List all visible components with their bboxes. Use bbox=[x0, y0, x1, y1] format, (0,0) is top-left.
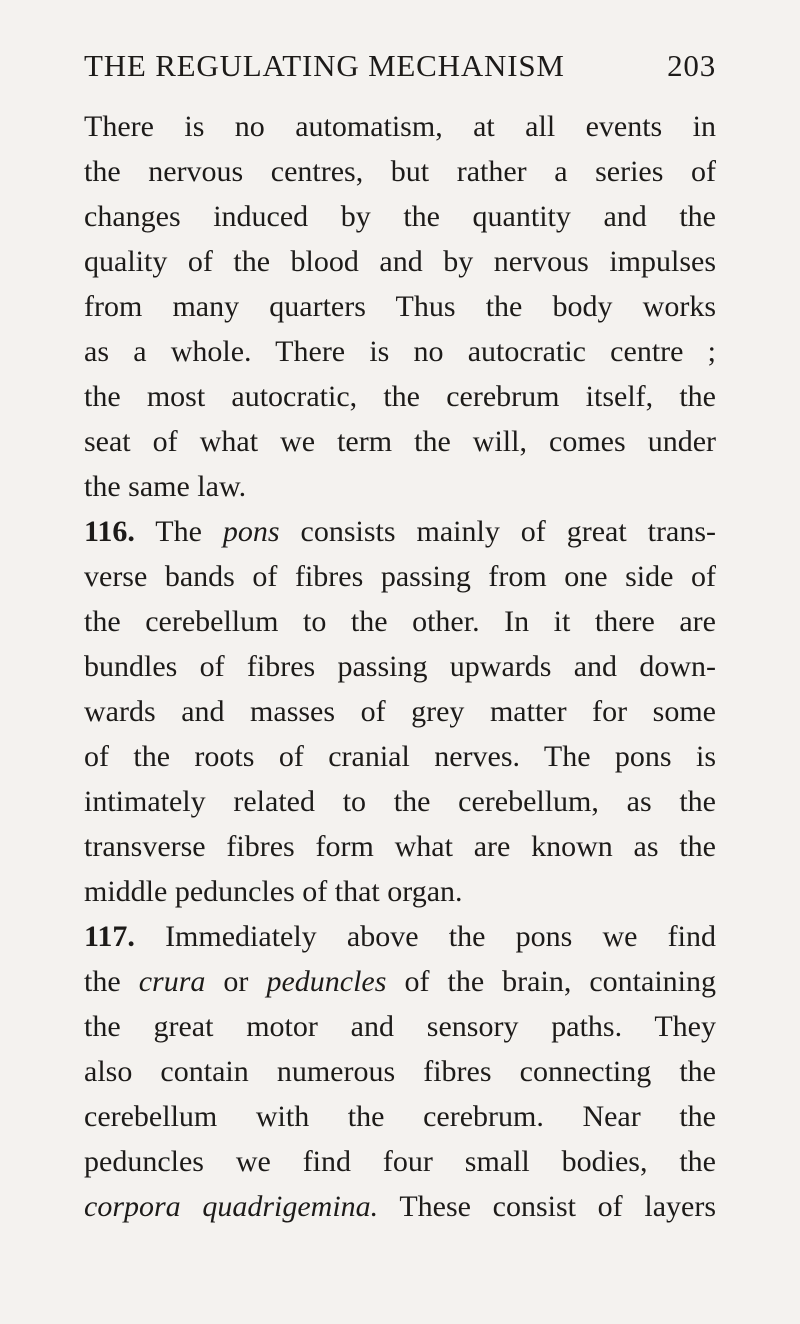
text-run: Immediately above the pons we find bbox=[134, 920, 716, 953]
text-line: seat of what we term the will, comes under bbox=[84, 425, 716, 458]
text-line: also contain numerous fibres connecting the bbox=[84, 1055, 716, 1088]
text-line: as a whole. There is no autocratic centre ; bbox=[84, 335, 716, 368]
text-run: The bbox=[134, 515, 223, 548]
body-text bbox=[84, 104, 716, 1229]
text-line: cerebellum with the cerebrum. Near the bbox=[84, 1100, 716, 1133]
paragraph-number: 117. bbox=[84, 920, 135, 953]
text-line: transverse fibres form what are known as the bbox=[84, 830, 716, 863]
paragraph-117-first-line bbox=[84, 914, 716, 959]
italic-term: pons bbox=[222, 515, 280, 548]
final-text-line bbox=[84, 1184, 716, 1229]
text-line: the nervous centres, but rather a series of bbox=[84, 155, 716, 188]
text-line: peduncles we find four small bodies, the bbox=[84, 1145, 716, 1178]
text-line: from many quarters Thus the body works bbox=[84, 290, 716, 323]
text-run: consists mainly of great trans- bbox=[279, 515, 716, 548]
italic-term: peduncles bbox=[266, 965, 387, 998]
text-line: intimately related to the cerebellum, as the bbox=[84, 785, 716, 818]
text-line: of the roots of cranial nerves. The pons is bbox=[84, 740, 716, 773]
text-line: changes induced by the quantity and the bbox=[84, 200, 716, 233]
text-run: of the brain, containing bbox=[386, 965, 716, 998]
text-line: wards and masses of grey matter for some bbox=[84, 695, 716, 728]
italic-term: crura bbox=[138, 965, 206, 998]
italic-term: corpora quadrigemina. bbox=[84, 1190, 379, 1223]
text-line: There is no automatism, at all events in bbox=[84, 110, 716, 143]
text-line: verse bands of fibres passing from one side of bbox=[84, 560, 716, 593]
text-line: quality of the blood and by nervous impulses bbox=[84, 245, 716, 278]
text-line: the most autocratic, the cerebrum itself, the bbox=[84, 380, 716, 413]
text-run: or bbox=[205, 965, 267, 998]
running-title: THE REGULATING MECHANISM bbox=[84, 48, 565, 83]
text-run: These consist of layers bbox=[378, 1190, 716, 1223]
text-run: the bbox=[84, 965, 139, 998]
text-line: middle peduncles of that organ. bbox=[84, 875, 463, 908]
text-line: the same law. bbox=[84, 470, 247, 503]
text-line: the great motor and sensory paths. They bbox=[84, 1010, 716, 1043]
page-number: 203 bbox=[667, 48, 716, 83]
running-head bbox=[84, 46, 716, 86]
text-line: bundles of fibres passing upwards and down- bbox=[84, 650, 716, 683]
paragraph-number: 116. bbox=[84, 515, 135, 548]
text-line: the cerebellum to the other. In it there are bbox=[84, 605, 716, 638]
paragraph-117-second-line bbox=[84, 959, 716, 1004]
paragraph-116-first-line bbox=[84, 509, 716, 554]
